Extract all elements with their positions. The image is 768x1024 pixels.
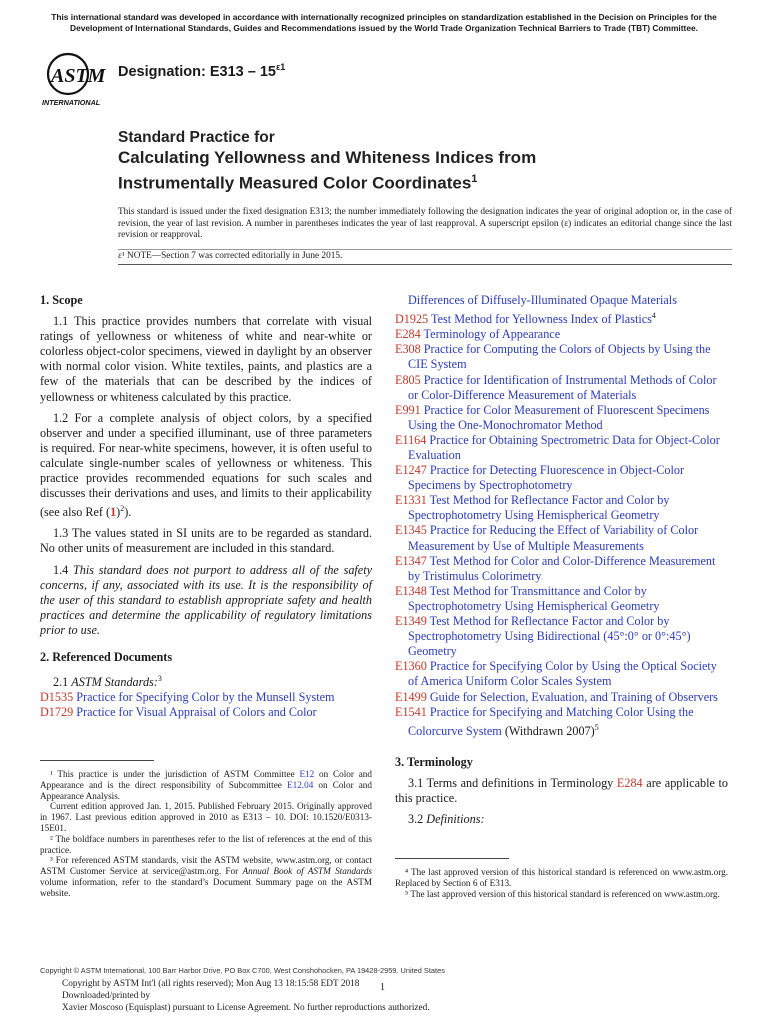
reference-title[interactable]: Test Method for Reflectance Factor and Color by Spectrophotometry Using Hemispherical Geometry (408, 493, 670, 523)
left-column (40, 293, 372, 720)
reference-e1345[interactable] (395, 523, 728, 553)
reference-code[interactable]: E308 (395, 342, 421, 357)
footnote-divider (395, 858, 509, 859)
divider (118, 249, 732, 250)
title-line-3: Instrumentally Measured Color Coordinates$^1$ (118, 172, 478, 193)
reference-d1729[interactable] (40, 705, 372, 720)
reference-code[interactable]: E1360 (395, 659, 427, 674)
reference-title[interactable]: Test Method for Transmittance and Color by Spectrophotometry Using Hemispherical Geometry (408, 583, 660, 613)
reference-code[interactable]: D1925 (395, 312, 429, 327)
terminology-e284-link[interactable]: E284 (616, 775, 643, 790)
scope-paragraph-1-4: 1.4 This standard does not purport to address all of the safety concerns, if any, associated with its use. It is the responsibility of the user of this standard to establish appropriate safety and health practices and determine the applicability of regulatory limitations prior to use. (40, 562, 373, 637)
footnote-4: ⁴ The last approved version of this historical standard is referenced on www.astm.org. Replaced by Section 6 of E313. (395, 867, 728, 888)
reference-title[interactable]: Practice for Obtaining Spectrometric Data for Object-Color Evaluation (408, 432, 720, 462)
reference-e805[interactable] (395, 373, 728, 403)
reference-title[interactable]: Guide for Selection, Evaluation, and Training of Observers (426, 689, 718, 704)
reference-title[interactable]: Practice for Specifying and Matching Color Using the Colorcurve System (408, 704, 694, 738)
reference-code[interactable]: E1347 (395, 553, 427, 568)
footnote-divider (40, 760, 154, 761)
astm-logo (38, 50, 114, 108)
reference-title[interactable]: Practice for Specifying Color by Using the Optical Society of America Uniform Color Scales System (408, 659, 717, 689)
reference-note: (Withdrawn 2007) (501, 723, 595, 738)
footnotes-right (395, 858, 728, 899)
footnote-5: ⁵ The last approved version of this historical standard is referenced on www.astm.org. (405, 888, 720, 899)
footnote-marker: 4 (651, 311, 656, 321)
reference-code[interactable]: E284 (395, 327, 421, 342)
reference-title[interactable]: Practice for Visual Appraisal of Colors and Color (73, 705, 317, 720)
subcommittee-e12-04-link[interactable]: E12.04 (287, 779, 314, 790)
reference-code[interactable]: E1541 (395, 704, 427, 719)
footnote-marker: 5 (594, 722, 599, 732)
reference-e991[interactable] (395, 403, 728, 433)
reference-code[interactable]: E1348 (395, 583, 427, 598)
reference-e1347[interactable] (395, 554, 728, 584)
reference-e1331[interactable] (395, 493, 728, 523)
reference-code[interactable]: E1345 (395, 523, 427, 538)
standard-intro: This standard is issued under the fixed designation E313; the number immediately following the designation indicates the year of original adoption or, in the case of revision, the year of last revision. A number in parentheses indicates the year of last reapproval. A superscript epsilon (ε) indicates an editorial change since the last revision or reapproval. (118, 207, 732, 241)
reference-d1925[interactable] (395, 308, 728, 327)
scope-paragraph-1-2: 1.2 For a complete analysis of object colors, by a specified observer and under a specified illuminant, use of three parameters is required. For near-white specimens, however, it is often useful to calculate single-number scales of yellowness or whiteness. This practice provides recommended equations for such scales and discusses their derivations and uses, and limits to their applicability (see also Ref $(1)^2$). (40, 410, 372, 520)
reference-code[interactable]: D1729 (40, 705, 74, 720)
reference-code[interactable]: E1331 (395, 493, 427, 508)
reference-code[interactable]: E1499 (395, 689, 427, 704)
reference-d1535[interactable] (40, 690, 372, 705)
reference-title[interactable]: Practice for Computing the Colors of Objects by Using the CIE System (408, 342, 711, 372)
reference-code[interactable]: E1349 (395, 614, 427, 629)
terminology-paragraph-3-1: 3.1 Terms and definitions in Terminology E284 are applicable to this practice. (395, 775, 728, 806)
reference-e1247[interactable] (395, 463, 728, 493)
committee-e12-link[interactable]: E12 (299, 769, 315, 779)
reference-code[interactable]: D1535 (40, 690, 74, 705)
reference-code[interactable]: E991 (395, 402, 421, 417)
reference-title[interactable]: Test Method for Color and Color-Difference Measurement by Tristimulus Colorimetry (408, 553, 716, 583)
designation-epsilon: ε1 (275, 62, 286, 72)
reference-title[interactable]: Practice for Reducing the Effect of Variability of Color Measurement by Use of Multiple Measurements (408, 523, 699, 553)
reference-e1164[interactable] (395, 433, 728, 463)
footnote-1: ¹ This practice is under the jurisdiction of ASTM Committee E12 on Color and Appearance and is the direct responsibility of Subcommittee E12.04 on Color and Appearance Analysis. (40, 769, 372, 801)
logo-sub: INTERNATIONAL (42, 98, 101, 107)
reference-title[interactable]: Test Method for Yellowness Index of Plastics (428, 312, 652, 327)
reference-e1360[interactable] (395, 659, 728, 689)
logo-text: ASTM (51, 65, 106, 87)
section-heading-terminology: 3. Terminology (395, 754, 473, 769)
reference-e1348[interactable] (395, 584, 728, 614)
copyright-line: Copyright © ASTM International, 100 Barr Harbor Drive, PO Box C700, West Conshohocken, PA 19428-2959. United States (40, 966, 445, 975)
footnotes-left (40, 760, 372, 899)
reference-e308[interactable] (395, 342, 728, 372)
tbt-notice: This international standard was developed in accordance with internationally recognized principles on standardization established in the Decision on Principles for the Development of International Standards, Guides and Recommendations issued by the World Trade Organization Technical Barriers to Trade (TBT) Committee. (51, 12, 717, 33)
footnote-3: ³ For referenced ASTM standards, visit the ASTM website, www.astm.org, or contact ASTM Customer Service at service@astm.org. For Annual Book of ASTM Standards volume information, refer to the standard’s Document Summary page on the ASTM website. (40, 855, 372, 898)
reference-title[interactable]: Practice for Identification of Instrumental Methods of Color or Color-Difference Measurement of Materials (408, 372, 717, 402)
reference-e1499[interactable] (395, 690, 728, 705)
reference-e284[interactable] (395, 327, 728, 342)
definitions-label: 3.2 Definitions: (408, 812, 485, 827)
title-line-2: Calculating Yellowness and Whiteness Indices from (118, 148, 537, 167)
reference-title[interactable]: Practice for Detecting Fluorescence in Object-Color Specimens by Spectrophotometry (408, 463, 685, 493)
editorial-note: ε¹ NOTE—Section 7 was corrected editorially in June 2015. (118, 251, 343, 261)
footnote-2: ² The boldface numbers in parentheses refer to the list of references at the end of this practice. (40, 833, 372, 855)
reference-title[interactable]: Practice for Specifying Color by the Munsell System (73, 690, 335, 705)
reference-code[interactable]: E1247 (395, 463, 427, 478)
reference-e1349[interactable] (395, 614, 728, 659)
section-heading-scope: 1. Scope (40, 293, 83, 307)
footnote-1-cont: Current edition approved Jan. 1, 2015. Published February 2015. Originally approved in 1967. Last previous edition approved in 2010 as E313 – 10. DOI: 10.1520/E0313-15E01. (40, 801, 372, 833)
page-number: 1 (380, 982, 385, 993)
download-notice: Copyright by ASTM Int'l (all rights reserved); Mon Aug 13 18:15:58 EDT 2018 Downloaded/printed by Xavier Moscoso (Equisplast) pursuant to License Agreement. No further reproductions authorized. (62, 979, 430, 1013)
reference-title[interactable]: Terminology of Appearance (420, 327, 561, 342)
reference-e1541[interactable] (395, 705, 728, 739)
right-column (395, 293, 728, 827)
section-heading-referenced: 2. Referenced Documents (40, 650, 173, 665)
reference-title[interactable]: Practice for Color Measurement of Fluorescent Specimens Using the One-Monochromator Method (408, 402, 710, 432)
scope-paragraph-1-3: 1.3 The values stated in SI units are to be regarded as standard. No other units of measurement are included in this standard. (40, 526, 372, 556)
designation: Designation: $E313 - 15^{\varepsilon 1}$ (118, 62, 286, 80)
ref-continuation: Differences of Diffusely-Illuminated Opaque Materials (408, 293, 677, 307)
reference-code[interactable]: E805 (395, 372, 421, 387)
reference-title[interactable]: Test Method for Reflectance Factor and Color by Spectrophotometry Using Bidirectional (45°:0° or 0°:45°) Geometry (408, 614, 691, 659)
astm-standards-label: 2.1 ASTM Standards:$^3$ (53, 674, 162, 690)
title-line-1: Standard Practice for (118, 129, 275, 146)
document-title (118, 128, 738, 194)
reference-link-1[interactable]: 1 (110, 505, 117, 520)
reference-code[interactable]: E1164 (395, 432, 427, 447)
scope-paragraph-1-1: 1.1 This practice provides numbers that correlate with visual ratings of yellowness or whiteness of white and near-white or colorless object-color specimens, viewed in daylight by an observer with normal color vision. White textiles, paints, and plastics are a few of the materials that can be described by the indices of yellowness or whiteness calculated by this practice. (40, 314, 372, 404)
divider (118, 264, 732, 265)
